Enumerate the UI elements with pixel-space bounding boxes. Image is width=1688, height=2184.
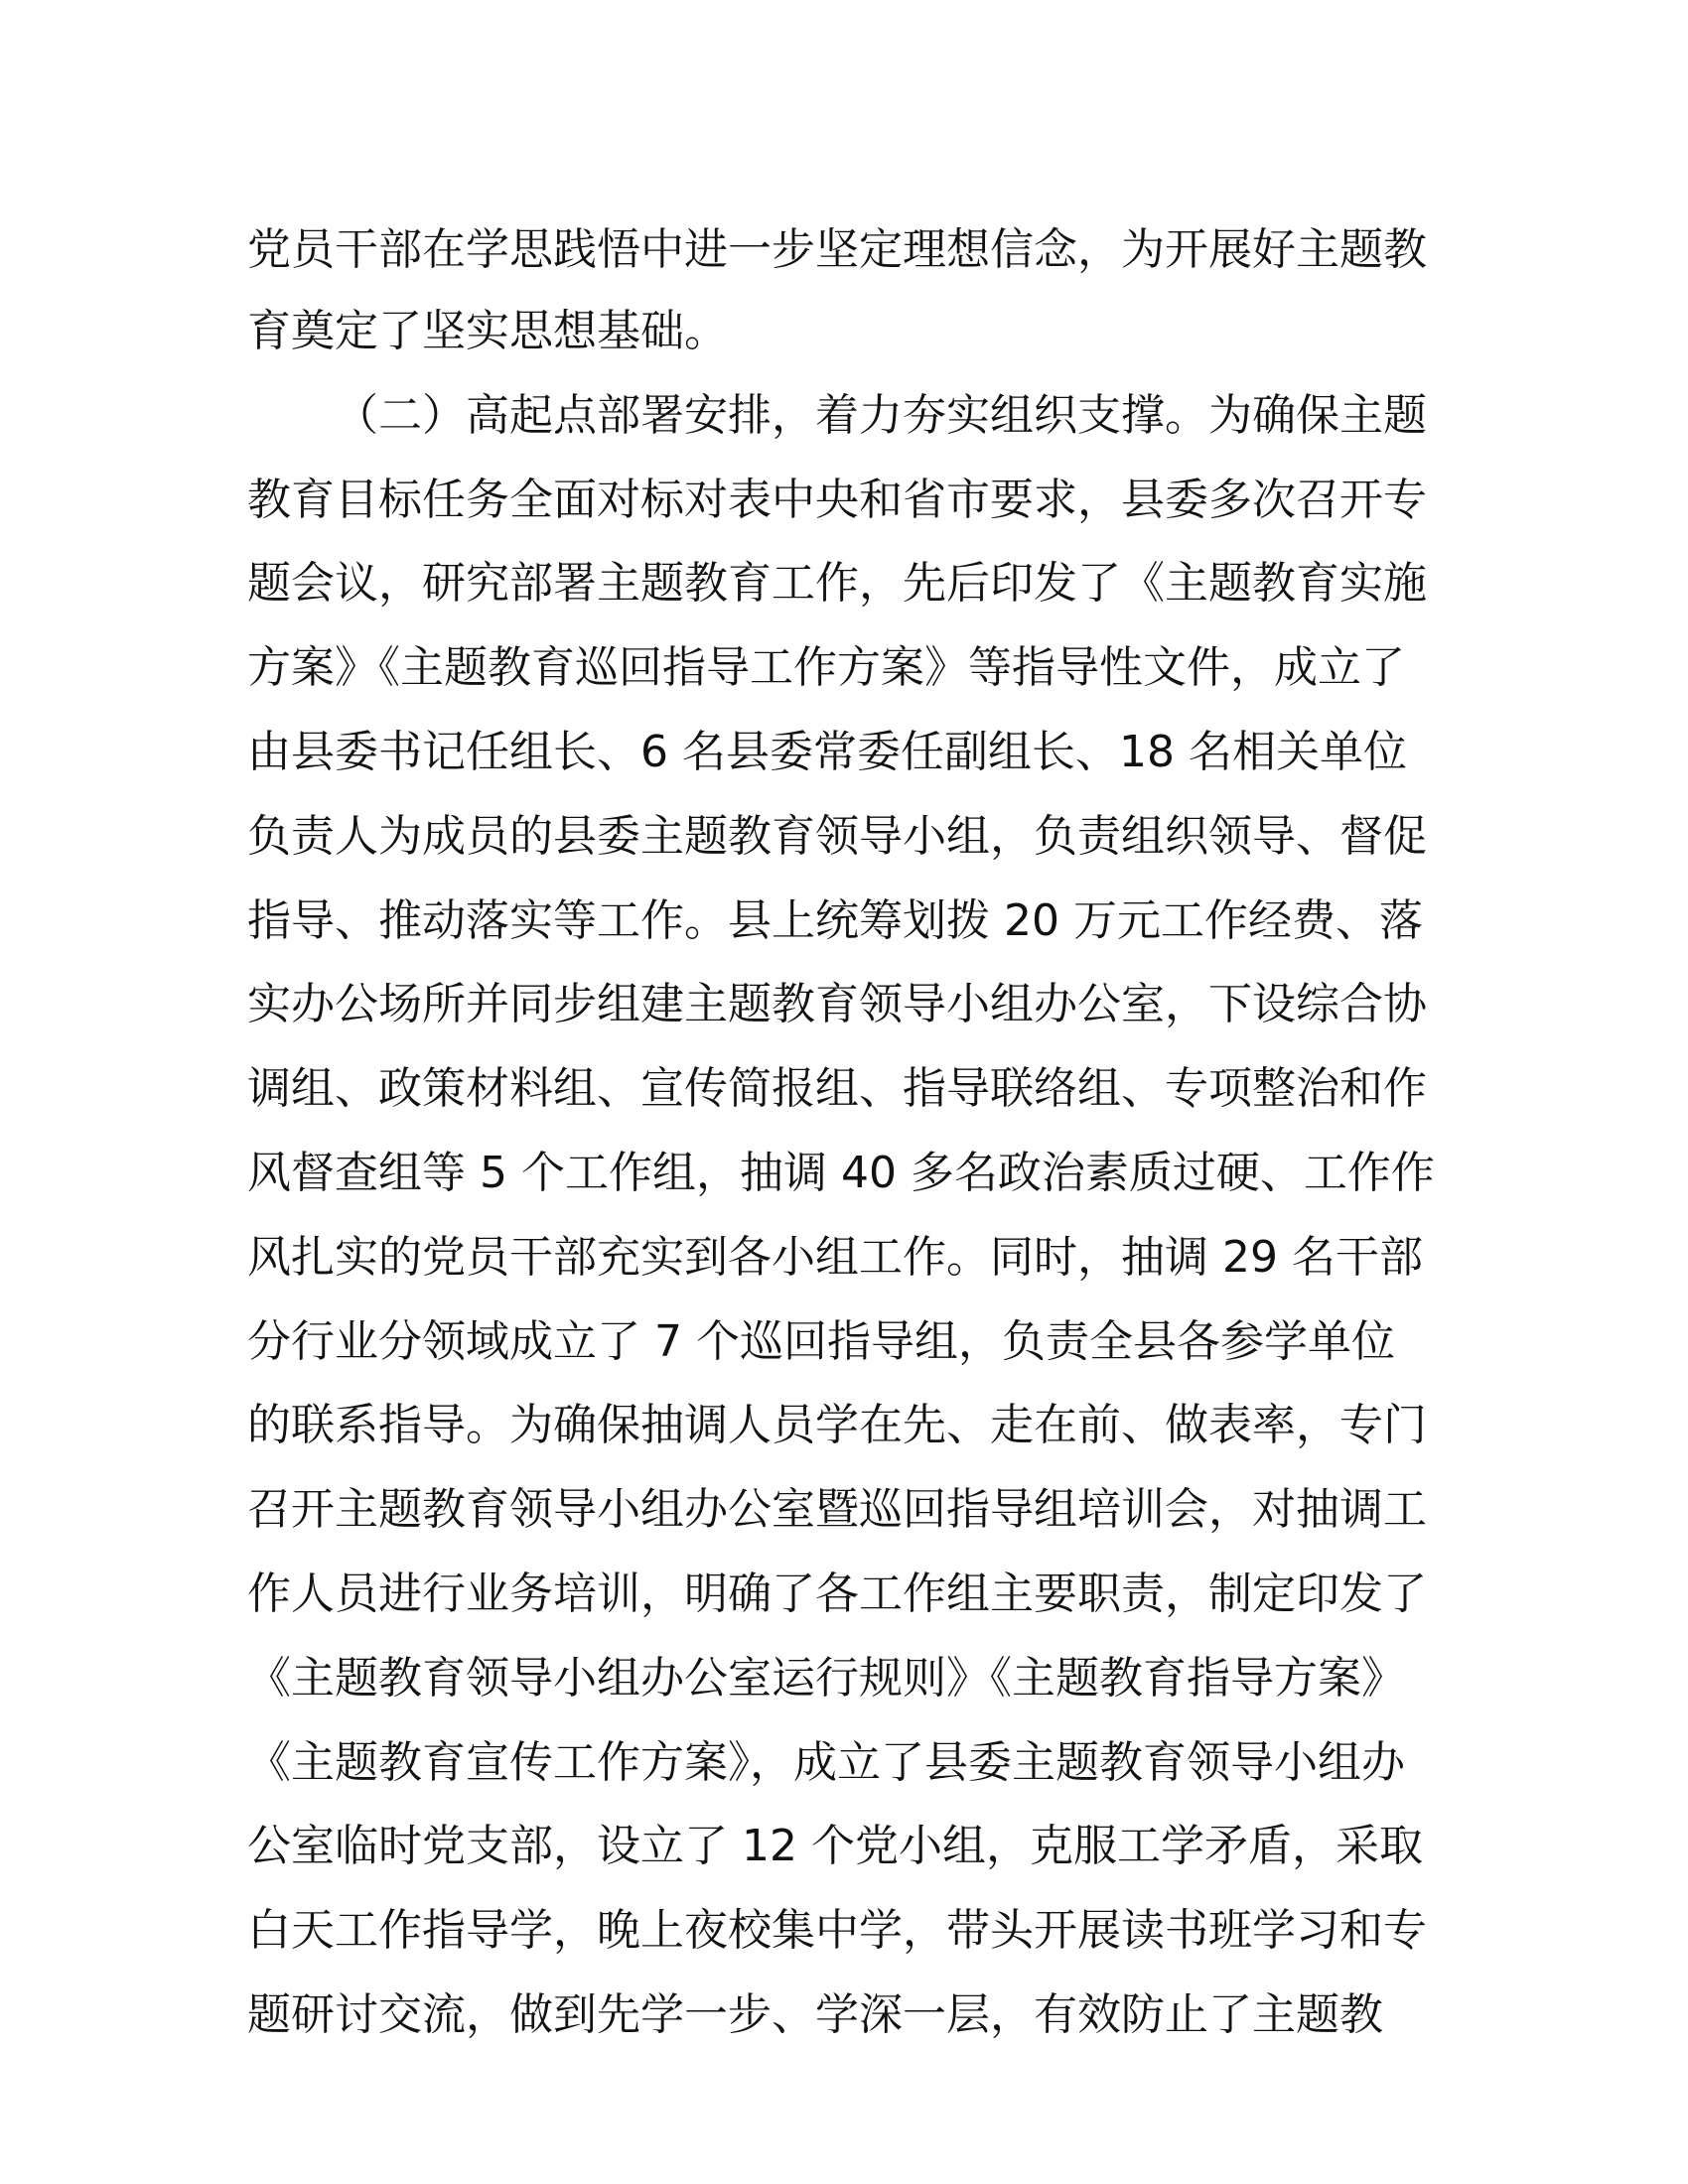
text-line: 指导、推动落实等工作。县上统筹划拨 20 万元工作经费、落 [247, 894, 1423, 946]
text-line: 公室临时党支部，设立了 12 个党小组，克服工学矛盾，采取 [247, 1821, 1423, 1872]
text-line: 《主题教育宣传工作方案》，成立了县委主题教育领导小组办 [247, 1736, 1405, 1788]
text-line: 由县委书记任组长、6 名县委常委任副组长、18 名相关单位 [247, 726, 1407, 777]
paragraph-heading-line: （二）高起点部署安排，着力夯实组织支撑。为确保主题 [335, 389, 1427, 441]
text-line: 《主题教育领导小组办公室运行规则》《主题教育指导方案》 [247, 1652, 1405, 1704]
text-line: 实办公场所并同步组建主题教育领导小组办公室，下设综合协 [247, 979, 1427, 1030]
text-line: 白天工作指导学，晚上夜校集中学，带头开展读书班学习和专 [247, 1905, 1427, 1957]
text-line: 召开主题教育领导小组办公室暨巡回指导组培训会，对抽调工 [247, 1484, 1427, 1536]
text-line: 风督查组等 5 个工作组，抽调 40 多名政治素质过硬、工作作 [247, 1147, 1435, 1198]
text-line: 作人员进行业务培训，明确了各工作组主要职责，制定印发了 [247, 1568, 1427, 1619]
text-line: 育奠定了坚实思想基础。 [247, 306, 728, 356]
text-line: 题会议，研究部署主题教育工作，先后印发了《主题教育实施 [247, 558, 1427, 610]
text-line: 风扎实的党员干部充实到各小组工作。同时，抽调 29 名干部 [247, 1231, 1423, 1283]
text-line: 分行业分领域成立了 7 个巡回指导组，负责全县各参学单位 [247, 1315, 1395, 1367]
text-line: 调组、政策材料组、宣传简报组、指导联络组、专项整治和作 [247, 1063, 1427, 1115]
text-line: 方案》《主题教育巡回指导工作方案》等指导性文件，成立了 [247, 642, 1405, 694]
text-line: 党员干部在学思践悟中进一步坚定理想信念，为开展好主题教 [247, 224, 1427, 275]
body-text [247, 210, 1439, 2058]
text-line: 的联系指导。为确保抽调人员学在先、走在前、做表率，专门 [247, 1400, 1427, 1451]
text-line: 负责人为成员的县委主题教育领导小组，负责组织领导、督促 [247, 810, 1427, 862]
text-line: 题研讨交流，做到先学一步、学深一层，有效防止了主题教 [247, 1988, 1383, 2040]
text-line: 教育目标任务全面对标对表中央和省市要求，县委多次召开专 [247, 474, 1427, 525]
